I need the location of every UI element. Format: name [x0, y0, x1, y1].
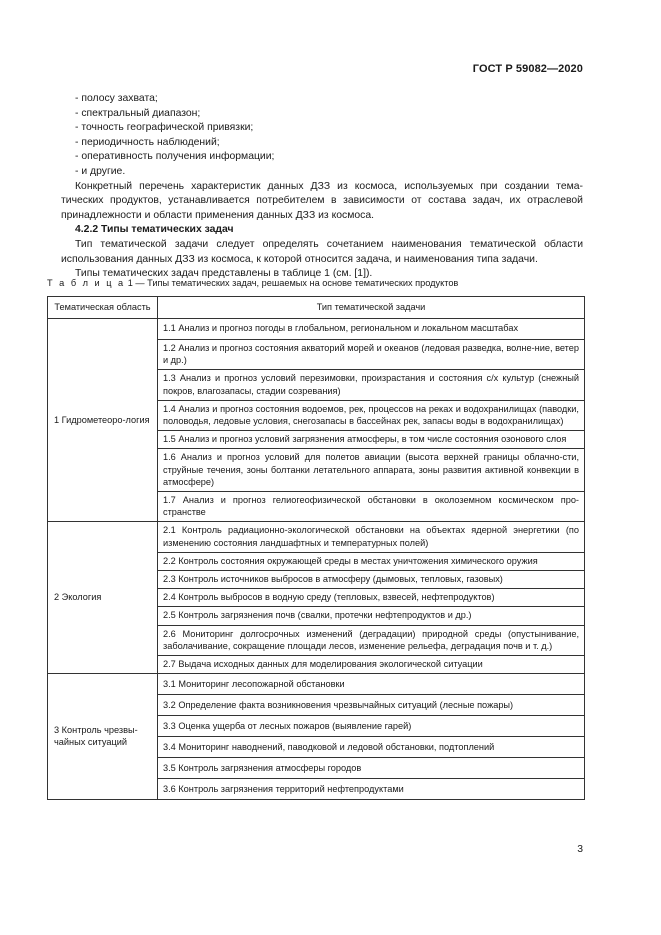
column-header-task-type: Тип тематической задачи: [158, 297, 585, 319]
task-cell: 3.2 Определение факта возникновения чрезвычайных ситуаций (лесные пожары): [158, 695, 585, 716]
paragraph-line: принадлежности и области применения данных ДЗЗ из космоса.: [61, 209, 374, 221]
task-cell: 1.5 Анализ и прогноз условий загрязнения атмосферы, в том числе состояния озонового слоя: [158, 431, 585, 449]
table-row: [48, 319, 585, 340]
task-cell: 3.1 Мониторинг лесопожарной обстановки: [158, 674, 585, 695]
list-item: - оперативность получения информации;: [75, 151, 275, 163]
list-item: - полосу захвата;: [75, 93, 158, 104]
list-item: - периодичность наблюдений;: [75, 136, 220, 148]
area-cell: 1 Гидрометеоро-логия: [48, 319, 158, 522]
task-cell: 3.5 Контроль загрязнения атмосферы городов: [158, 758, 585, 779]
standard-designation: ГОСТ Р 59082—2020: [472, 63, 583, 75]
task-cell: 2.1 Контроль радиационно-экологической обстановки на объектах ядерной энергетики (по изменению состояния ландшафтных и температурных полей): [158, 522, 585, 552]
task-cell: 3.3 Оценка ущерба от лесных пожаров (выявление гарей): [158, 716, 585, 737]
task-cell: 2.5 Контроль загрязнения почв (свалки, протечки нефтепродуктов и др.): [158, 607, 585, 625]
list-item: - спектральный диапазон;: [75, 107, 201, 119]
area-cell: 3 Контроль чрезвы-чайных ситуаций: [48, 674, 158, 800]
paragraph-line: тических продуктов, устанавливается потребителем в зависимости от состава задач, их отраслевой: [61, 195, 583, 207]
paragraph: Типы тематических задач представлены в таблице 1 (см. [1]).: [75, 268, 373, 280]
table-caption-text: 1 — Типы тематических задач, решаемых на основе тематических продуктов: [125, 278, 459, 288]
paragraph-line: использования данных ДЗЗ из космоса, к которой относится задача, и наименования типа задачи.: [61, 253, 538, 265]
task-types-table: [47, 296, 585, 800]
task-cell: 1.3 Анализ и прогноз условий перезимовки, произрастания и состояния с/х культур (снежный покров, влагозапасы, стадии созревания): [158, 370, 585, 400]
column-header-area: Тематическая область: [48, 297, 158, 319]
list-item: - точность географической привязки;: [75, 122, 254, 134]
section-heading: 4.2.2 Типы тематических задач: [75, 224, 234, 236]
body-text: [61, 92, 583, 282]
task-cell: 1.7 Анализ и прогноз гелиогеофизической обстановки в околоземном космическом про-странстве: [158, 492, 585, 522]
task-cell: 1.1 Анализ и прогноз погоды в глобальном, региональном и локальном масштабах: [158, 319, 585, 340]
task-cell: 2.7 Выдача исходных данных для моделирования экологической ситуации: [158, 656, 585, 674]
task-cell: 2.3 Контроль источников выбросов в атмосферу (дымовых, тепловых, газовых): [158, 571, 585, 589]
task-cell: 1.4 Анализ и прогноз состояния водоемов, рек, процессов на реках и водохранилищах (паводки, половодья, ледовые условия, снегозапасы в бассейнах рек, запасы воды в водохранилищах): [158, 400, 585, 430]
list-item: - и другие.: [75, 165, 126, 177]
table-caption-label: Т а б л и ц а: [47, 278, 126, 288]
table-caption: [47, 278, 458, 288]
paragraph-line: Тип тематической задачи следует определять сочетанием наименования тематической области: [75, 238, 583, 250]
task-cell: 3.4 Мониторинг наводнений, паводковой и ледовой обстановки, подтоплений: [158, 737, 585, 758]
area-cell: 2 Экология: [48, 522, 158, 674]
table-row: [48, 674, 585, 695]
table-row: [48, 522, 585, 552]
paragraph-line: Конкретный перечень характеристик данных ДЗЗ из космоса, используемых при создании тема-: [75, 180, 583, 192]
page-number: 3: [577, 844, 583, 855]
task-cell: 1.6 Анализ и прогноз условий для полетов авиации (высота верхней границы облачно-сти, струйные течения, зоны болтанки летательного аппарата, зоны развития активной конвекции в атмосфере): [158, 449, 585, 492]
task-cell: 3.6 Контроль загрязнения территорий нефтепродуктами: [158, 779, 585, 800]
task-cell: 2.2 Контроль состояния окружающей среды в местах уничтожения химического оружия: [158, 552, 585, 570]
task-cell: 2.6 Мониторинг долгосрочных изменений (деградации) природной среды (опустынивание, заболачивание, сокращение площади лесов, изменение рельефа, деградация почв и т. д.): [158, 625, 585, 655]
task-cell: 1.2 Анализ и прогноз состояния акваторий морей и океанов (ледовая разведка, волне-ние, ветер и др.): [158, 340, 585, 370]
task-cell: 2.4 Контроль выбросов в водную среду (тепловых, взвесей, нефтепродуктов): [158, 589, 585, 607]
table-header-row: [48, 297, 585, 319]
